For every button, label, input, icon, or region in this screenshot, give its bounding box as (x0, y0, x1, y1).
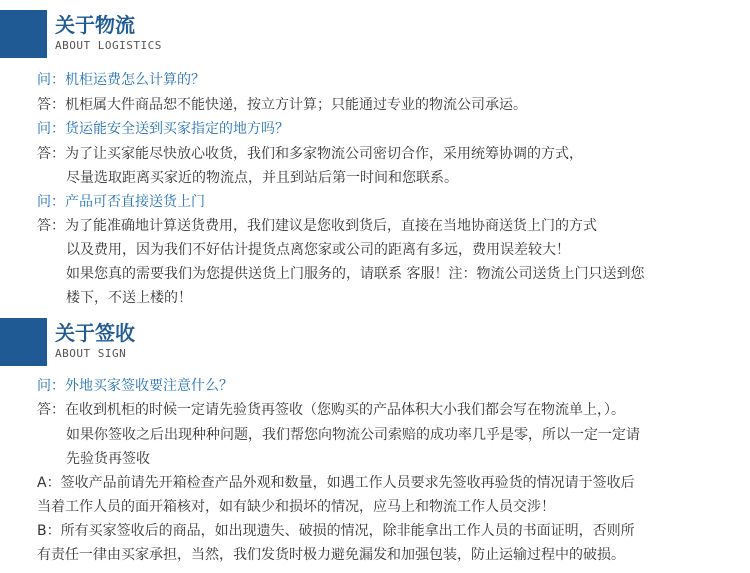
logistics-section-title: 关于物流 (55, 13, 135, 37)
sign-header-accent-bar (0, 318, 47, 366)
sign-note-a-cont: 当着工作人员的面开箱核对，如有缺少和损坏的情况，应马上和物流工作人员交涉！ (37, 499, 555, 515)
sign-note-b: B：所有买家签收后的商品，如出现遗失、破损的情况，除非能拿出工作人员的书面证明，否则所 (37, 523, 635, 539)
logistics-answer-2: 答：为了让买家能尽快放心收货，我们和多家物流公司密切合作，采用统筹协调的方式， (37, 146, 583, 162)
logistics-question-1: 问：机柜运费怎么计算的？ (37, 72, 205, 88)
sign-note-b-cont: 有责任一律由买家承担，当然，我们发货时极力避免漏发和加强包装，防止运输过程中的破损。 (37, 547, 625, 563)
logistics-answer-3: 答：为了能准确地计算送货费用，我们建议是您收到货后，直接在当地协商送货上门的方式 (37, 218, 597, 234)
logistics-answer-3-cont-1: 以及费用，因为我们不好估计提货点离您家或公司的距离有多远，费用误差较大！ (66, 242, 570, 258)
logistics-question-2: 问：货运能安全送到买家指定的地方吗？ (37, 121, 289, 137)
logistics-answer-2-cont: 尽量选取距离买家近的物流点，并且到站后第一时间和您联系。 (66, 170, 458, 186)
sign-answer-1-cont-1: 如果你签收之后出现种种问题，我们帮您向物流公司索赔的成功率几乎是零，所以一定一定请 (66, 427, 640, 443)
logistics-answer-3-cont-2: 如果您真的需要我们为您提供送货上门服务的，请联系 客服！注：物流公司送货上门只送到您 (66, 266, 645, 282)
logistics-section-subtitle: ABOUT LOGISTICS (55, 39, 162, 52)
sign-section-subtitle: ABOUT SIGN (55, 347, 127, 360)
sign-section-header (0, 318, 750, 366)
sign-note-a: A：签收产品前请先开箱检查产品外观和数量，如遇工作人员要求先签收再验货的情况请于签收后 (37, 475, 635, 491)
logistics-answer-3-cont-3: 楼下，不送上楼的！ (66, 290, 192, 306)
logistics-answer-1: 答：机柜属大件商品恕不能快递，按立方计算；只能通过专业的物流公司承运。 (37, 97, 527, 113)
logistics-question-3: 问：产品可否直接送货上门 (37, 194, 205, 210)
sign-answer-1-cont-2: 先验货再签收 (66, 451, 150, 467)
logistics-section-header (0, 10, 750, 58)
logistics-header-accent-bar (0, 10, 47, 58)
sign-question-1: 问：外地买家签收要注意什么？ (37, 378, 233, 394)
sign-section-title: 关于签收 (55, 321, 135, 345)
sign-answer-1: 答：在收到机柜的时候一定请先验货再签收（您购买的产品体积大小我们都会写在物流单上，）。 (37, 402, 625, 418)
